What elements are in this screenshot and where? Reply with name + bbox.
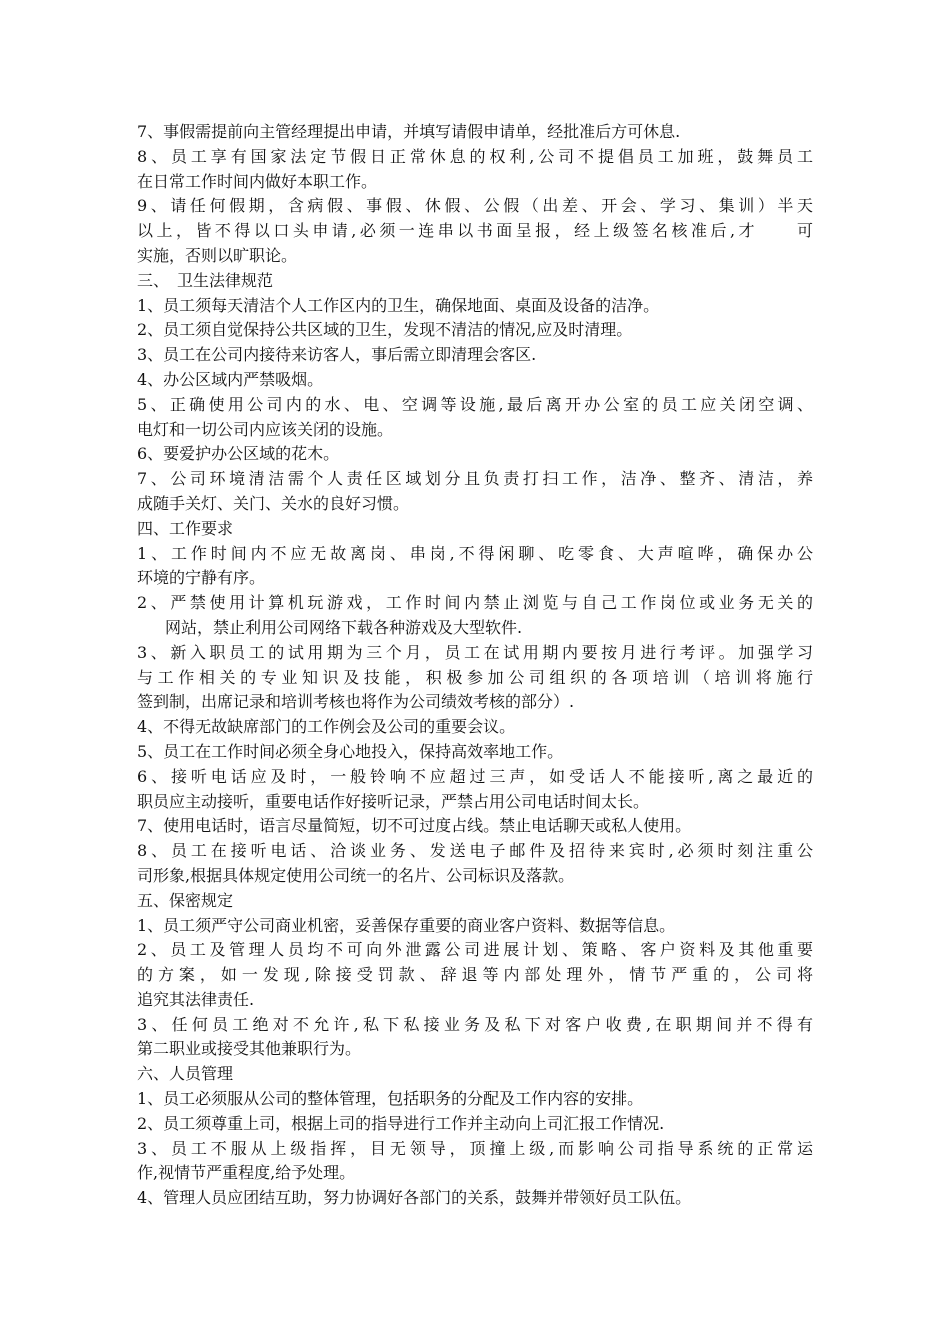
- text-line: 3、任何员工绝对不允许,私下私接业务及私下对客户收费,在职期间并不得有: [137, 1014, 813, 1034]
- text-line: 的方案，如一发现,除接受罚款、辞退等内部处理外，情节严重的，公司将: [137, 965, 813, 985]
- text-line: 2、员工须尊重上司，根据上司的指导进行工作并主动向上司汇报工作情况.: [137, 1113, 665, 1133]
- text-line: 电灯和一切公司内应该关闭的设施。: [137, 419, 394, 439]
- text-line: 司形象,根据具体规定使用公司统一的名片、公司标识及落款。: [137, 865, 575, 885]
- text-line: 4、不得无故缺席部门的工作例会及公司的重要会议。: [137, 717, 516, 737]
- text-line: 4、办公区域内严禁吸烟。: [137, 369, 324, 389]
- text-line: 1、员工必须服从公司的整体管理，包括职务的分配及工作内容的安排。: [137, 1089, 644, 1109]
- text-line: 六、人员管理: [137, 1064, 234, 1084]
- text-line: 7、使用电话时，语言尽量简短，切不可过度占线。禁止电话聊天或私人使用。: [137, 816, 692, 836]
- text-line: 职员应主动接听，重要电话作好接听记录，严禁占用公司电话时间太长。: [137, 791, 650, 811]
- text-line: 网站，禁止利用公司网络下载各种游戏及大型软件.: [165, 617, 523, 637]
- text-line: 1、员工须每天清洁个人工作区内的卫生，确保地面、桌面及设备的洁净。: [137, 295, 660, 315]
- text-line: 2、严禁使用计算机玩游戏，工作时间内禁止浏览与自己工作岗位或业务无关的: [137, 593, 813, 613]
- text-line: 6、接听电话应及时，一般铃响不应超过三声，如受话人不能接听,离之最近的: [137, 766, 813, 786]
- text-line: 9、请任何假期，含病假、事假、休假、公假（出差、开会、学习、集训）半天: [137, 196, 813, 216]
- text-line: 3、新入职员工的试用期为三个月，员工在试用期内要按月进行考评。加强学习: [137, 642, 813, 662]
- text-line: 签到制，出席记录和培训考核也将作为公司绩效考核的部分）.: [137, 692, 575, 712]
- text-line: 8、员工享有国家法定节假日正常休息的权利,公司不提倡员工加班，鼓舞员工: [137, 146, 813, 166]
- text-line: 8、员工在接听电话、洽谈业务、发送电子邮件及招待来宾时,必须时刻注重公: [137, 841, 813, 861]
- text-line: 7、事假需提前向主管经理提出申请，并填写请假申请单，经批准后方可休息.: [137, 122, 681, 141]
- text-line: 四、工作要求: [137, 518, 234, 538]
- text-line: 在日常工作时间内做好本职工作。: [137, 171, 378, 191]
- text-line: 追究其法律责任.: [137, 989, 255, 1009]
- text-line: 6、要爱护办公区域的花木。: [137, 444, 340, 464]
- text-line: 三、 卫生法律规范: [137, 270, 274, 290]
- document-body: [137, 120, 813, 1211]
- text-line: 成随手关灯、关门、关水的良好习惯。: [137, 493, 410, 513]
- text-line: 7、公司环境清洁需个人责任区域划分且负责打扫工作，洁净、整齐、清洁，养: [137, 469, 813, 489]
- text-line: 2、员工及管理人员均不可向外泄露公司进展计划、策略、客户资料及其他重要: [137, 940, 813, 960]
- text-line: 1、工作时间内不应无故离岗、串岗,不得闲聊、吃零食、大声喧哗，确保办公: [137, 543, 813, 563]
- text-line: 以上，皆不得以口头申请,必须一连串以书面呈报，经上级签名核准后,才 可: [137, 221, 813, 241]
- text-line: 与工作相关的专业知识及技能，积极参加公司组织的各项培训（培训将施行: [137, 667, 813, 687]
- text-line: 实施，否则以旷职论。: [137, 245, 298, 265]
- text-line: 3、员工不服从上级指挥，目无领导，顶撞上级,而影响公司指导系统的正常运: [137, 1138, 813, 1158]
- text-line: 1、员工须严守公司商业机密，妥善保存重要的商业客户资料、数据等信息。: [137, 915, 676, 935]
- text-line: 5、正确使用公司内的水、电、空调等设施,最后离开办公室的员工应关闭空调、: [137, 394, 813, 414]
- text-line: 五、保密规定: [137, 890, 234, 910]
- text-line: 作,视情节严重程度,给予处理。: [137, 1163, 356, 1183]
- text-line: 3、员工在公司内接待来访客人，事后需立即清理会客区.: [137, 345, 537, 365]
- text-line: 4、管理人员应团结互助，努力协调好各部门的关系，鼓舞并带领好员工队伍。: [137, 1188, 692, 1208]
- text-line: 环境的宁静有序。: [137, 568, 266, 588]
- text-line: 第二职业或接受其他兼职行为。: [137, 1039, 362, 1059]
- text-line: 5、员工在工作时间必须全身心地投入，保持高效率地工作。: [137, 741, 564, 761]
- text-line: 2、员工须自觉保持公共区域的卫生，发现不清洁的情况,应及时清理。: [137, 320, 633, 340]
